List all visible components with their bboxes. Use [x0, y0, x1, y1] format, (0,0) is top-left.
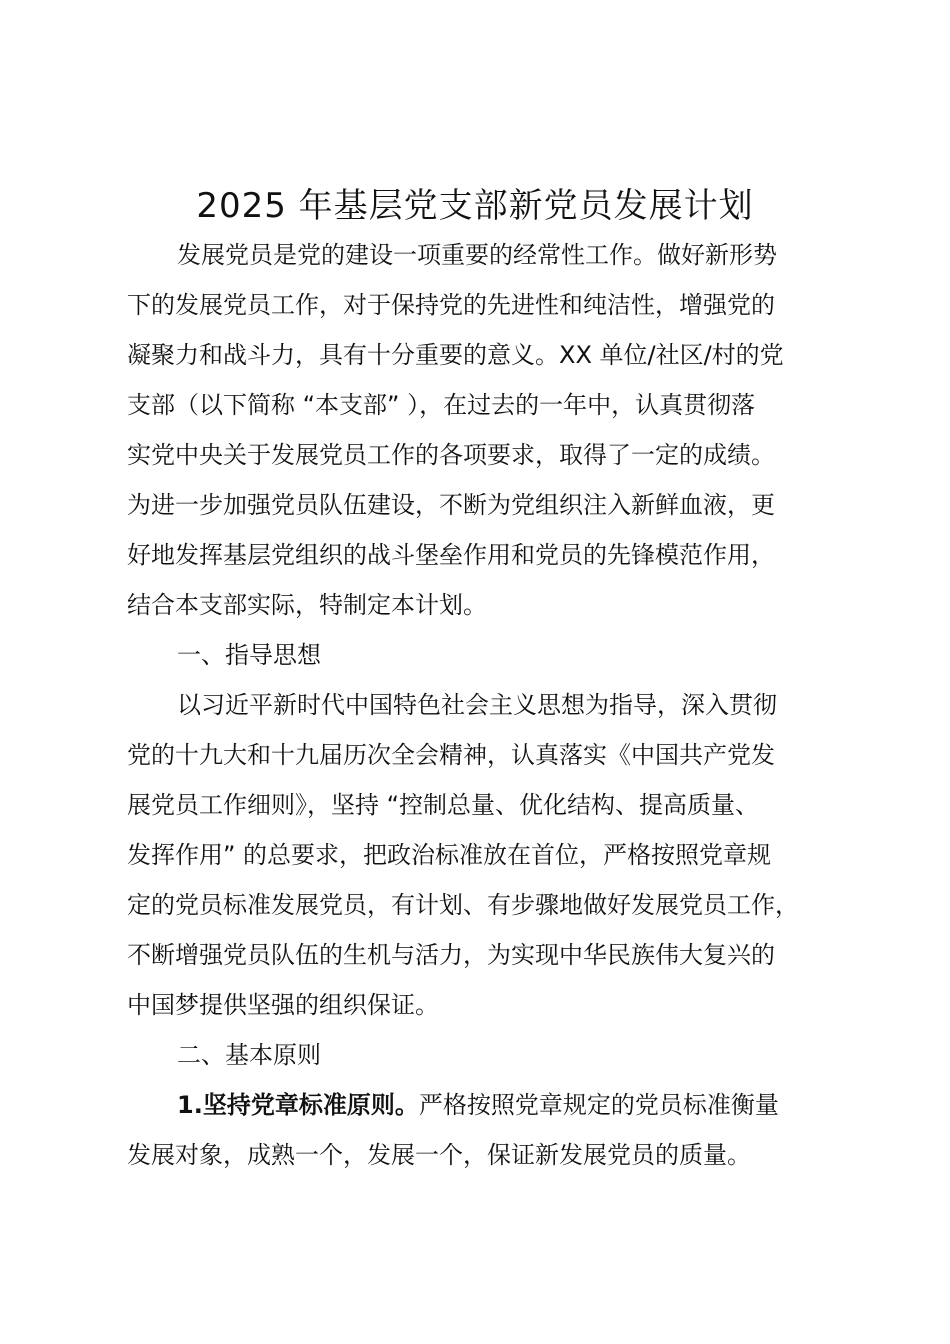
intro-line: 下的发展党员工作，对于保持党的先进性和纯洁性，增强党的 [127, 291, 775, 319]
intro-paragraph [127, 230, 837, 630]
document-body [127, 230, 837, 1180]
intro-line: 支部（以下简称 “本支部” ），在过去的一年中，认真贯彻落 [127, 391, 756, 419]
section-guiding-thought [127, 630, 837, 1030]
intro-line: 实党中央关于发展党员工作的各项要求，取得了一定的成绩。 [127, 441, 775, 469]
section-line: 党的十九大和十九届历次全会精神，认真落实《中国共产党发 [127, 741, 775, 769]
section-line: 发挥作用” 的总要求，把政治标准放在首位，严格按照党章规 [127, 841, 772, 869]
section-line: 以习近平新时代中国特色社会主义思想为指导，深入贯彻 [177, 691, 777, 719]
section-heading: 二、基本原则 [177, 1041, 321, 1069]
section-line: 定的党员标准发展党员，有计划、有步骤地做好发展党员工作， [127, 891, 799, 919]
intro-line: 好地发挥基层党组织的战斗堡垒作用和党员的先锋模范作用， [127, 541, 775, 569]
intro-line: 发展党员是党的建设一项重要的经常性工作。做好新形势 [177, 241, 777, 269]
principle-lead: 1.坚持党章标准原则。 [177, 1091, 419, 1119]
intro-line: 结合本支部实际，特制定本计划。 [127, 591, 487, 619]
section-line: 展党员工作细则》，坚持 “控制总量、优化结构、提高质量、 [127, 791, 760, 819]
document-title: 2025 年基层党支部新党员发展计划 [196, 186, 754, 226]
principle-line: 发展对象，成熟一个，发展一个，保证新发展党员的质量。 [127, 1141, 751, 1169]
intro-line: 凝聚力和战斗力，具有十分重要的意义。XX 单位/社区/村的党 [127, 341, 784, 369]
principle-text: 严格按照党章规定的党员标准衡量 [418, 1091, 779, 1119]
section-heading: 一、指导思想 [177, 641, 321, 669]
principle-line [127, 1080, 837, 1130]
intro-line: 为进一步加强党员队伍建设，不断为党组织注入新鲜血液，更 [127, 491, 775, 519]
section-basic-principles [127, 1030, 837, 1180]
section-line: 中国梦提供坚强的组织保证。 [127, 991, 439, 1019]
section-line: 不断增强党员队伍的生机与活力，为实现中华民族伟大复兴的 [127, 941, 775, 969]
